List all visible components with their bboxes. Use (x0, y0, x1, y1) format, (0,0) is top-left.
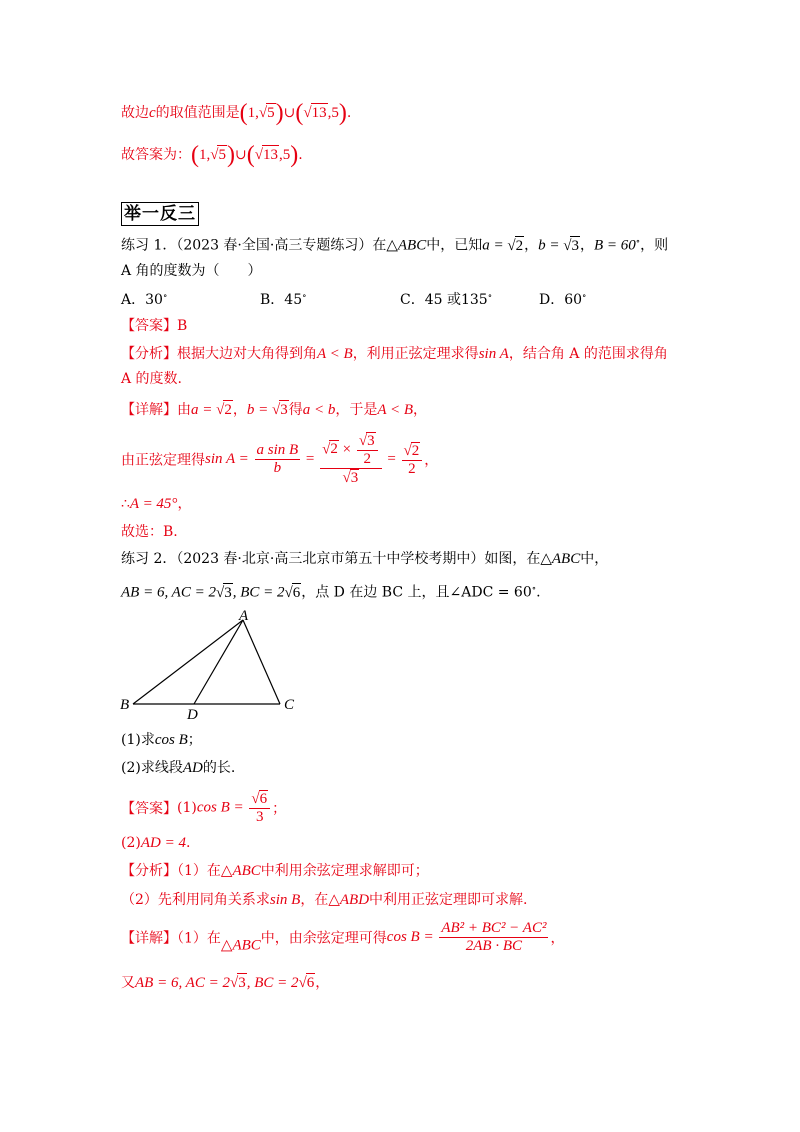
vertex-b-label: B (120, 697, 130, 713)
vertex-c-label: C (284, 697, 295, 713)
ex2-detail1: 【详解】（1）在△ABC中，由余弦定理可得cos B = $\frac{\text{AB² + BC² − AC²}}{2AB \cdot BC}$ ， (121, 920, 565, 954)
triangle-figure (118, 608, 308, 720)
answer-line: 故答案为：(1,√5)∪(√13,5). (121, 142, 303, 168)
range-line: 故边c的取值范围是(1,√5)∪(√13,5). (121, 100, 352, 126)
side-ac (243, 620, 280, 704)
segment-ad (194, 620, 243, 704)
ex1-option-d[interactable]: D．60∘ (539, 291, 587, 308)
ex1-answer: 【答案】B (121, 318, 188, 334)
ex1-sine-law: 由正弦定理得sin A = $\frac{\text{a sin B}}{b}$ = √2 × $\frac{√3}{2}$ √3 = $\frac{√2}{2}$ ， (121, 433, 439, 486)
ex1-detail: 【详解】由a = √2，b = √3得a < b，于是A < B， (121, 402, 428, 418)
point-d-label: D (187, 707, 198, 720)
side-ab (133, 620, 243, 704)
ex1-analysis: 【分析】根据大边对大角得到角A < B，利用正弦定理求得sin A，结合角 A 的范围求得角 (121, 346, 668, 362)
ex2-question-line2: AB = 6, AC = 2√3, BC = 2√6，点 D 在边 BC 上，且∠ADC = 60∘. (121, 584, 541, 601)
ex2-given-again: 又AB = 6, AC = 2√3, BC = 2√6， (121, 975, 330, 991)
ex1-question-line1: 练习 1．（2023 春·全国·高三专题练习）在△ABC中，已知a = √2，b = √3，B = 60∘，则 (121, 237, 669, 254)
section-heading: 举一反三 (121, 202, 199, 226)
ex2-question-line1: 练习 2．（2023 春·北京·高三北京市第五十中学校考期中）如图，在△ABC中， (121, 551, 609, 567)
ex1-option-b[interactable]: B．45∘ (260, 291, 307, 308)
ex1-option-c[interactable]: C．45 或135∘ (400, 291, 493, 308)
ex1-analysis-line2: A 的度数. (121, 371, 183, 387)
vertex-a-label: A (239, 608, 249, 624)
ex2-q1: (1)求cos B； (121, 732, 202, 748)
ex1-therefore: ∴A = 45°， (121, 496, 192, 512)
ex2-answer1: 【答案】(1)cos B = $\frac{√6}{3}$ ； (121, 791, 287, 825)
ex1-question-line2: A 角的度数为（ ） (121, 263, 262, 279)
ex2-analysis1: 【分析】（1）在△ABC中利用余弦定理求解即可； (121, 863, 429, 879)
ex2-answer2: (2)AD = 4. (121, 835, 191, 851)
ex1-option-a[interactable]: A．30∘ (121, 291, 168, 308)
ex2-q2: (2)求线段AD的长. (121, 760, 236, 776)
ex2-analysis2: （2）先利用同角关系求sin B，在△ABD中利用正弦定理即可求解. (121, 892, 528, 908)
ex1-choose: 故选：B. (121, 524, 178, 540)
